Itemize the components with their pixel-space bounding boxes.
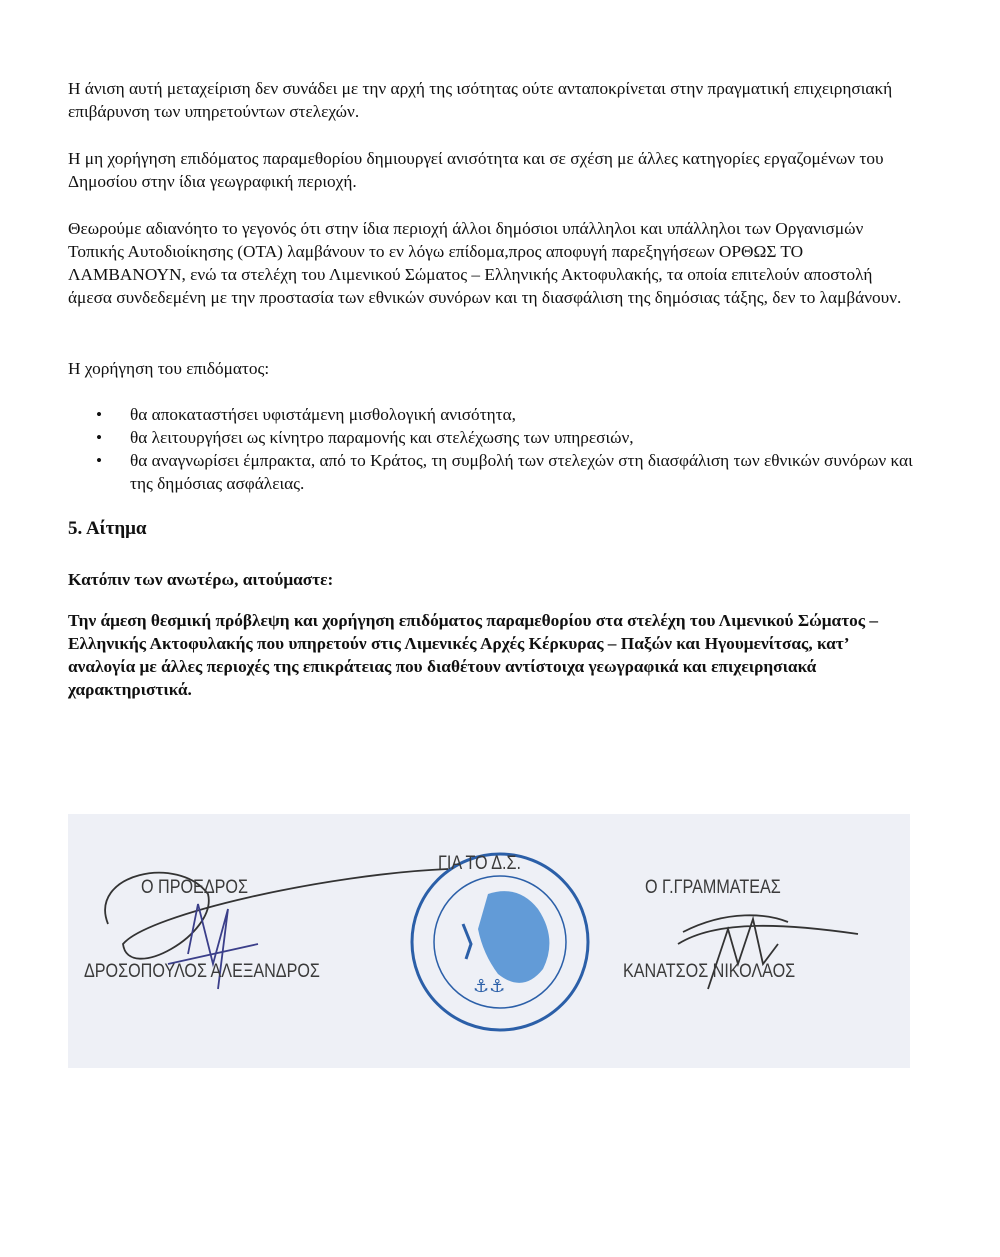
list-item <box>96 403 918 426</box>
list-item <box>96 426 918 449</box>
paragraph-comparison: Η μη χορήγηση επιδόματος παραμεθορίου δημιουργεί ανισότητα και σε σχέση με άλλες κατηγορίες εργαζομένων του Δημοσίου στην ίδια γεωγραφική περιοχή. <box>68 149 884 191</box>
paragraph-ota: Θεωρούμε αδιανόητο το γεγονός ότι στην ίδια περιοχή άλλοι δημόσιοι υπάλληλοι και υπάλληλοι των Οργανισμών Τοπικής Αυτοδιοίκησης (ΟΤΑ) λαμβάνουν το εν λόγω επίδομα,προς αποφυγή παρεξηγήσεων ΟΡΘΩΣ ΤΟ ΛΑΜΒΑΝΟΥΝ, ενώ τα στελέχη του Λιμενικού Σώματος – Ελληνικής Ακτοφυλακής, τα οποία επιτελούν αποστολή άμεσα συνδεδεμένη με την προστασία των εθνικών συνόρων και τη διασφάλιση της δημόσιας τάξης, δεν το λαμβάνουν. <box>68 219 902 307</box>
list-item-text: θα αναγνωρίσει έμπρακτα, από το Κράτος, τη συμβολή των στελεχών στη διασφάλιση των εθνικών συνόρων και της δημόσιας ασφάλειας. <box>130 451 913 493</box>
paragraph-inequality: Η άνιση αυτή μεταχείριση δεν συνάδει με την αρχή της ισότητας ούτε ανταποκρίνεται στην πραγματική επιχειρησιακή επιβάρυνση των υπηρετούντων στελεχών. <box>68 79 893 121</box>
president-name: ΔΡΟΣΟΠΟΥΛΟΣ ΑΛΕΞΑΝΔΡΟΣ <box>84 961 320 982</box>
president-title: Ο ΠΡΟΕΔΡΟΣ <box>141 877 248 898</box>
bullet-icon: • <box>96 428 103 447</box>
list-item-text: θα αποκαταστήσει υφιστάμενη μισθολογική ανισότητα, <box>130 405 517 424</box>
list-item-text: θα λειτουργήσει ως κίνητρο παραμονής και στελέχωσης των υπηρεσιών, <box>130 428 634 447</box>
benefits-list <box>68 403 918 495</box>
request-intro: Κατόπιν των ανωτέρω, αιτούμαστε: <box>68 570 334 589</box>
request-text: Την άμεση θεσμική πρόβλεψη και χορήγηση επιδόματος παραμεθορίου στα στελέχη του Λιμενικού Σώματος – Ελληνικής Ακτοφυλακής που υπηρετούν στις Λιμενικές Αρχές Κέρκυρας – Παξών και Ηγουμενίτσας, κατ’ αναλογία με άλλες περιοχές της επικράτειας που διαθέτουν αντίστοιχα γεωγραφικά και επιχειρησιακά χαρακτηριστικά. <box>68 611 879 699</box>
svg-text:⚓⚓: ⚓⚓ <box>473 976 506 996</box>
bullet-icon: • <box>96 451 103 470</box>
bullet-icon: • <box>96 405 103 424</box>
secretary-title: Ο Γ.ΓΡΑΜΜΑΤΕΑΣ <box>645 877 781 898</box>
signature-block <box>68 814 910 1068</box>
paragraph-allowance-intro: Η χορήγηση του επιδόματος: <box>68 359 270 378</box>
section-heading: 5. Αίτημα <box>68 518 147 539</box>
board-label: ΓΙΑ ΤΟ Δ.Σ. <box>438 853 521 874</box>
secretary-name: ΚΑΝΑΤΣΟΣ ΝΙΚΟΛΑΟΣ <box>623 961 796 982</box>
list-item <box>96 449 918 495</box>
stamp-icon <box>412 854 588 1030</box>
